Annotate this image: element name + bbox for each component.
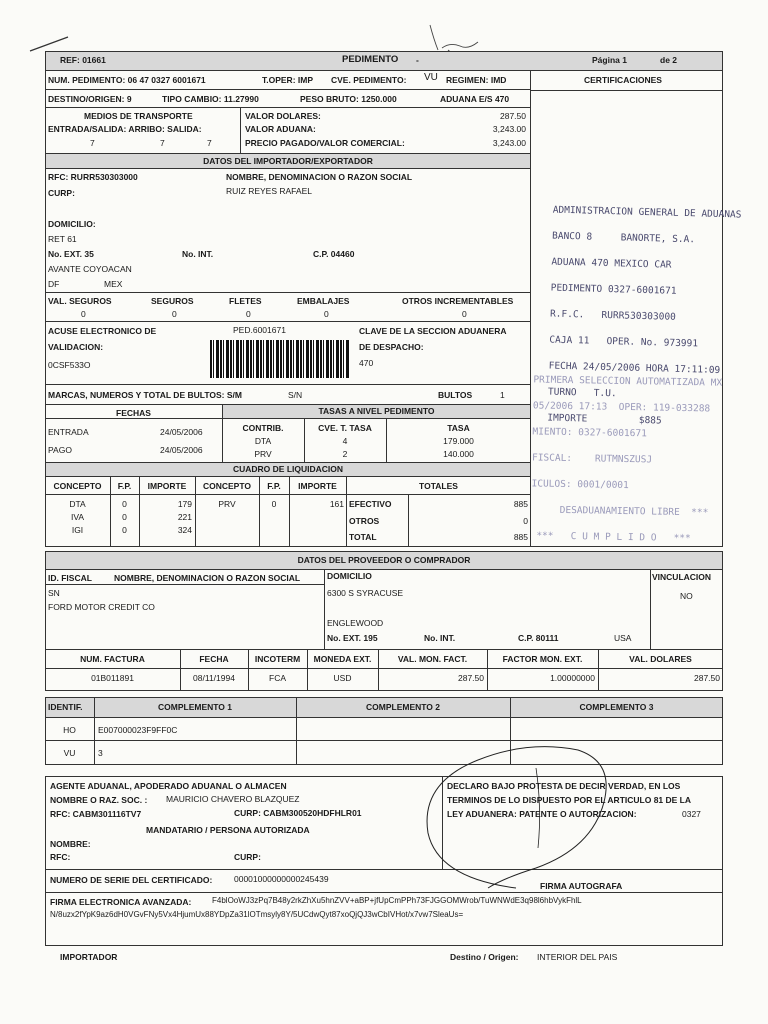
stamp-line: R.F.C. RURR530303000 [549,308,676,323]
fea-line-1: F4blOoWJ3zPq7B48y2rkZhXu5hnZVV+aBP+jfUpCmPPh73FJGGOMWrob/TuWNWdE3q98l6hbVykFhlL [212,896,582,905]
identif-h-c1: COMPLEMENTO 1 [158,702,232,712]
stamp-line: FECHA 24/05/2006 HORA 17:11:09 [548,360,721,377]
liq-fp-prv: 0 [271,499,277,509]
serie-value: 00001000000000245439 [234,874,329,884]
salida-value: 7 [207,138,212,148]
ref-number: REF: 01661 [60,55,106,65]
stamp-line: DESADUANAMIENTO LIBRE *** [531,504,709,519]
val-seguros-value: 0 [81,309,86,319]
footer-importador: IMPORTADOR [60,952,118,962]
mandatario-nombre: NOMBRE: [50,839,91,849]
clave-seccion-label-2: DE DESPACHO: [359,342,424,352]
fletes-value: 0 [246,309,251,319]
liquidacion-header: CUADRO DE LIQUIDACION [45,462,531,477]
importador-curp: CURP: [48,188,75,198]
identif-id-1: HO [63,725,76,735]
page-number: Página 1 [592,55,627,65]
valor-comercial: 3,243.00 [492,138,526,148]
identif-h-c3: COMPLEMENTO 3 [579,702,654,712]
factura-fecha: 08/11/1994 [193,673,235,683]
identif-h-c2: COMPLEMENTO 2 [366,702,440,712]
fea-line-2: N/8uzx2fYpK9az6dH0VGvFNy5Vx4HjumUx88YDpZa31lOTmsyly8Y/5UCdwQyt87xoQjQJ3wCbIVHot/x7vw7SleaUs= [50,910,464,919]
mandatario-curp: CURP: [234,852,261,862]
regimen: REGIMEN: IMD [446,75,507,85]
tasas-h-tasa: TASA [447,423,470,433]
embalajes-label: EMBALAJES [297,296,350,306]
liq-h-fp-2: F.P. [267,481,281,491]
total-otros-label: OTROS [349,516,380,526]
proveedor-next: No. EXT. 195 [327,633,378,643]
identif-h-id: IDENTIF. [48,702,83,712]
page-title: PEDIMENTO [342,54,399,65]
agente-nombre-label: NOMBRE O RAZ. SOC. : [50,795,148,805]
stamp-line: FISCAL: RUTMNSZUSJ [531,452,653,466]
proveedor-calle: 6300 S SYRACUSE [327,588,404,598]
valor-aduana: 3,243.00 [492,124,526,134]
factura-factor: 1.00000000 [550,673,595,683]
certificaciones-title: CERTIFICACIONES [584,75,662,85]
domicilio-pais: MEX [104,279,123,289]
mandatario-rfc: RFC: [50,852,71,862]
factura-incoterm: FCA [269,673,286,683]
proveedor-domicilio-label: DOMICILIO [327,571,372,581]
fecha-pago: 24/05/2006 [160,445,203,455]
stamp-line: ADUANA 470 MEXICO CAR [551,256,672,271]
fecha-entrada-label: ENTRADA [48,427,89,437]
fechas-title: FECHAS [116,408,151,418]
agente-title: AGENTE ADUANAL, APODERADO ADUANAL O ALMACEN [50,781,287,791]
vinculacion-value: NO [680,591,693,601]
proveedor-nombre-label: NOMBRE, DENOMINACION O RAZON SOCIAL [114,573,301,583]
liq-importe-prv: 161 [329,499,344,509]
stamp-line: CAJA 11 OPER. No. 973991 [549,334,699,350]
marcas-sn: S/N [288,390,303,400]
identif-id-2: VU [63,748,76,758]
liq-h-importe-1: IMPORTE [147,481,187,491]
factura-valmon: 287.50 [458,673,484,683]
firma-autografa-label: FIRMA AUTOGRAFA [540,881,623,891]
proveedor-cp: C.P. 80111 [518,633,559,643]
tasa-valor-2: 140.000 [443,449,474,459]
valor-aduana-label: VALOR ADUANA: [245,124,316,134]
num-pedimento: NUM. PEDIMENTO: 06 47 0327 6001671 [48,75,206,85]
total-label: TOTAL [349,532,377,542]
stamp-line: 05/2006 17:13 OPER: 119-033288 [532,400,711,415]
transporte-labels: ENTRADA/SALIDA: ARRIBO: SALIDA: [48,124,202,134]
cve-pedimento-label: CVE. PEDIMENTO: [331,75,407,85]
domicilio-label: DOMICILIO: [48,219,96,229]
stamp-line: MIENTO: 0327-6001671 [532,426,647,440]
factura-h-moneda: MONEDA EXT. [313,654,372,664]
factura-h-fecha: FECHA [199,654,229,664]
stamp-line: ADMINISTRACION GENERAL DE ADUANAS [552,204,742,221]
header-dash: - [416,55,419,65]
fletes-label: FLETES [229,296,262,306]
footer-destino-label: Destino / Origen: [450,952,519,962]
importador-nombre-label: NOMBRE, DENOMINACION O RAZON SOCIAL [226,172,413,182]
importador-nombre: RUIZ REYES RAFAEL [226,186,312,196]
tasa-cve-1: 4 [342,436,348,446]
liq-h-concepto-2: CONCEPTO [202,481,252,491]
fecha-pago-label: PAGO [48,445,72,455]
declaro-line-1: DECLARO BAJO PROTESTA DE DECIR VERDAD, EN LOS [447,781,681,791]
declaro-line-2: TERMINOS DE LO DISPUESTO POR EL ARTICULO 81 DE LA [447,795,692,805]
id-fiscal-label: ID. FISCAL [48,573,92,583]
proveedor-header: DATOS DEL PROVEEDOR O COMPRADOR [45,551,723,570]
liq-concepto-iva: IVA [70,512,85,522]
factura-num: 01B011891 [91,673,134,683]
peso-bruto: PESO BRUTO: 1250.000 [300,94,397,104]
stamp-line: PEDIMENTO 0327-6001671 [550,282,677,297]
proveedor-nint: No. INT. [424,633,456,643]
stamp-line: BANCO 8 BANORTE, S.A. [551,230,696,246]
tasa-contrib-2: PRV [254,449,272,459]
bultos-label: BULTOS [438,390,473,400]
tasa-valor-1: 179.000 [443,436,474,446]
acuse-label-2: VALIDACION: [48,342,104,352]
tasas-header: TASAS A NIVEL PEDIMENTO [222,404,531,419]
vinculacion-label: VINCULACION [652,572,712,582]
proveedor-nombre: FORD MOTOR CREDIT CO [48,602,155,612]
mandatario-title: MANDATARIO / PERSONA AUTORIZADA [146,825,310,835]
tipo-cambio: TIPO CAMBIO: 11.27990 [162,94,259,104]
factura-h-factor: FACTOR MON. EXT. [502,654,583,664]
agente-curp: CURP: CABM300520HDFHLR01 [234,808,362,818]
liq-concepto-dta: DTA [69,499,86,509]
total-efectivo: 885 [513,499,528,509]
proveedor-ciudad: ENGLEWOOD [327,618,384,628]
arribo-value: 7 [160,138,165,148]
agente-nombre: MAURICIO CHAVERO BLAZQUEZ [166,794,300,804]
total-value: 885 [513,532,528,542]
stamp-line: TURNO T.U. [547,386,617,400]
val-seguros-label: VAL. SEGUROS [48,296,112,306]
marcas-label: MARCAS, NUMEROS Y TOTAL DE BULTOS: S/M [48,390,242,400]
serie-label: NUMERO DE SERIE DEL CERTIFICADO: [50,875,213,885]
identif-c1-1: E007000023F9FF0C [98,725,178,735]
factura-moneda: USD [333,673,352,683]
identif-row-2 [45,740,723,765]
clave-seccion-value: 470 [359,358,374,368]
customs-selection-stamp [530,360,722,558]
liq-h-totales: TOTALES [419,481,458,491]
liq-importe-igi: 324 [177,525,192,535]
total-otros: 0 [523,516,528,526]
declaro-line-3: LEY ADUANERA: PATENTE O AUTORIZACION: [447,809,637,819]
valor-comercial-label: PRECIO PAGADO/VALOR COMERCIAL: [245,138,405,148]
liq-fp-igi: 0 [122,525,127,535]
domicilio-next: No. EXT. 35 [48,249,94,259]
agente-rfc: RFC: CABM301116TV7 [50,809,142,819]
factura-h-valmon: VAL. MON. FACT. [397,654,468,664]
liq-h-fp-1: F.P. [117,481,132,491]
signature [418,738,618,893]
seguros-value: 0 [172,309,177,319]
domicilio-nint: No. INT. [182,249,214,259]
tasa-cve-2: 2 [342,449,348,459]
liq-concepto-igi: IGI [71,525,84,535]
factura-valdol: 287.50 [694,673,720,683]
valor-dolares: 287.50 [500,111,526,121]
cve-pedimento-value: VU [424,72,438,83]
factura-h-incoterm: INCOTERM [254,654,301,664]
domicilio-calle: RET 61 [48,234,77,244]
tasa-contrib-1: DTA [254,436,272,446]
tasas-h-cve: CVE. T. TASA [318,423,372,433]
seguros-label: SEGUROS [151,296,194,306]
factura-h-valdol: VAL. DOLARES [629,654,692,664]
bultos-value: 1 [500,390,505,400]
liq-concepto-prv: PRV [218,499,236,509]
proveedor-idfiscal: SN [48,588,60,598]
footer-destino: INTERIOR DEL PAIS [537,952,618,962]
factura-h-num: NUM. FACTURA [80,654,145,664]
embalajes-value: 0 [324,309,329,319]
otros-incrementables-value: 0 [462,309,467,319]
tasas-h-contrib: CONTRIB. [242,423,284,433]
acuse-pedimento: PED.6001671 [233,325,286,335]
aduana-es: ADUANA E/S 470 [440,94,510,104]
fea-label: FIRMA ELECTRONICA AVANZADA: [50,897,192,907]
importador-header: DATOS DEL IMPORTADOR/EXPORTADOR [45,153,531,169]
stamp-line: ICULOS: 0001/0001 [531,478,629,492]
fecha-entrada: 24/05/2006 [160,427,203,437]
liq-fp-dta: 0 [122,499,127,509]
clave-seccion-label-1: CLAVE DE LA SECCION ADUANERA [359,326,507,336]
barcode [210,340,350,378]
liq-h-importe-2: IMPORTE [298,481,337,491]
destino-origen: DESTINO/ORIGEN: 9 [48,94,132,104]
entrada-salida-value: 7 [90,138,95,148]
domicilio-colonia: AVANTE COYOACAN [48,264,132,274]
liq-importe-iva: 221 [177,512,192,522]
proveedor-pais: USA [614,633,632,643]
liq-h-concepto-1: CONCEPTO [53,481,102,491]
domicilio-estado: DF [48,279,60,289]
liq-importe-dta: 179 [177,499,192,509]
stamp-line: *** C U M P L I D O *** [530,530,691,545]
total-efectivo-label: EFECTIVO [349,499,392,509]
otros-incrementables-label: OTROS INCREMENTABLES [402,296,514,306]
valor-dolares-label: VALOR DOLARES: [245,111,321,121]
patente-value: 0327 [682,809,701,819]
importador-rfc: RFC: RURR530303000 [48,172,138,182]
stamp-line: PRIMERA SELECCION AUTOMATIZADA MX [533,374,723,389]
liq-fp-iva: 0 [122,512,127,522]
domicilio-cp: C.P. 04460 [313,249,355,259]
transporte-title: MEDIOS DE TRANSPORTE [84,111,193,121]
identif-c1-2: 3 [98,748,103,758]
stamp-line: IMPORTE $885 [547,412,662,427]
acuse-code: 0CSF533O [48,360,91,370]
page-total: de 2 [660,55,678,65]
tipo-operacion: T.OPER: IMP [262,75,314,85]
acuse-label-1: ACUSE ELECTRONICO DE [48,326,157,336]
